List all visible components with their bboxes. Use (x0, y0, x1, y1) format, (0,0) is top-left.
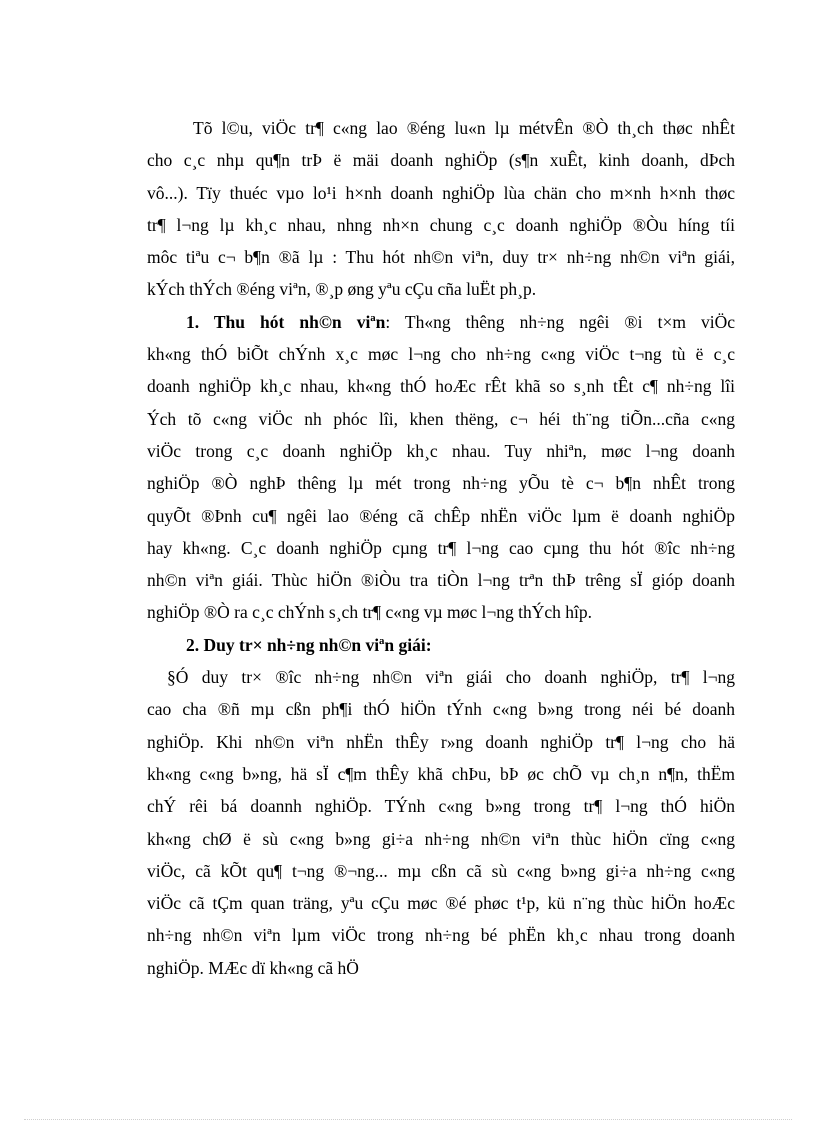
paragraph1-line-3: vô...). Tïy thuéc vµo lo¹i h×nh doanh nghiÖp lùa chän cho m×nh h×nh thøc (147, 182, 735, 203)
section2-line: chÝ rêi bá doannh nghiÖp. TÝnh c«ng b»ng trong tr¶ l¬ng thÓ hiÖn (147, 796, 735, 817)
section2-line: kh«ng c«ng b»ng, hä sÏ c¶m thÊy khã chÞu, bÞ øc chÕ vµ ch¸n n¶n, thËm (147, 763, 735, 784)
section2-line: kh«ng chØ ë sù c«ng b»ng gi÷a nh÷ng nh©n viªn thùc hiÖn cïng c«ng (147, 828, 735, 849)
section2-line: viÖc, cã kÕt qu¶ t¬ng ®¬ng... mµ cßn cã sù c«ng b»ng gi÷a nh÷ng c«ng (147, 860, 735, 881)
section1-line: nh©n viªn giái. Thùc hiÖn ®iÒu tra tiÒn l¬ng trªn thÞ trêng sÏ gióp doanh (147, 570, 735, 591)
document-body (147, 112, 735, 984)
section1-first-line (147, 306, 735, 338)
paragraph1-line-2: cho c¸c nhµ qu¶n trÞ ë mäi doanh nghiÖp (s¶n xuÊt, kinh doanh, dÞch (147, 150, 735, 171)
section1-line: nghiÖp ®Ò nghÞ thêng lµ mét trong nh÷ng yÕu tè c¬ b¶n nhÊt trong (147, 473, 735, 494)
section1-line: Ých tõ c«ng viÖc nh phóc lîi, khen thëng, c¬ héi th¨ng tiÕn...cña c«ng (147, 408, 735, 429)
section1-line: viÖc trong c¸c doanh nghiÖp kh¸c nhau. Tuy nhiªn, møc l¬ng doanh (147, 440, 735, 461)
paragraph1-line-5: môc tiªu c¬ b¶n ®ã lµ : Thu hót nh©n viªn, duy tr× nh÷ng nh©n viªn giái, (147, 247, 735, 268)
section2-line: nghiÖp. MÆc dï kh«ng cã hÖ (147, 957, 359, 978)
section2-heading: 2. Duy tr× nh÷ng nh©n viªn giái: (186, 634, 432, 655)
section1-line: quyÕt ®Þnh cu¶ ngêi lao ®éng cã chÊp nhËn viÖc lµm ë doanh nghiÖp (147, 505, 735, 526)
section1-line: hay kh«ng. C¸c doanh nghiÖp cµng tr¶ l¬ng cao cµng thu hót ®îc nh÷ng (147, 537, 735, 558)
section2-line: viÖc cã tÇm quan träng, yªu cÇu møc ®é phøc t¹p, kü n¨ng thùc hiÖn hoÆc (147, 893, 735, 914)
section1-line: nghiÖp ®Ò ra c¸c chÝnh s¸ch tr¶ c«ng vµ møc l¬ng thÝch hîp. (147, 602, 593, 623)
section1-line: doanh nghiÖp kh¸c nhau, kh«ng thÓ hoÆc rÊt khã so s¸nh tÊt c¶ nh÷ng lîi (147, 376, 735, 397)
paragraph1-line-4: tr¶ l¬ng lµ kh¸c nhau, nhng nh×n chung c¸c doanh nghiÖp ®Òu híng tíi (147, 214, 735, 235)
section1-first-line-text: : Th«ng thêng nh÷ng ngêi ®i t×m viÖc (385, 311, 735, 332)
section2-line: §Ó duy tr× ®îc nh÷ng nh©n viªn giái cho doanh nghiÖp, tr¶ l¬ng (167, 667, 735, 688)
section2-line: cao cha ®ñ mµ cßn ph¶i thÓ hiÖn tÝnh c«ng b»ng trong néi bé doanh (147, 699, 735, 720)
page-bottom-divider (24, 1119, 792, 1120)
section1-heading: 1. Thu hót nh©n viªn (186, 311, 386, 332)
section1-line: kh«ng thÓ biÕt chÝnh x¸c møc l¬ng cho nh÷ng c«ng viÖc t¬ng tù ë c¸c (147, 344, 735, 365)
section2-line: nghiÖp. Khi nh©n viªn nhËn thÊy r»ng doanh nghiÖp tr¶ l¬ng cho hä (147, 731, 735, 752)
section2-line: nh÷ng nh©n viªn lµm viÖc trong nh÷ng bé phËn kh¸c nhau trong doanh (147, 925, 735, 946)
paragraph1-line-1: Tõ l©u, viÖc tr¶ c«ng lao ®éng lu«n lµ métvÊn ®Ò th¸ch thøc nhÊt (193, 118, 735, 138)
paragraph1-line-6: kÝch thÝch ®éng viªn, ®¸p øng yªu cÇu cña luËt ph¸p. (147, 279, 537, 300)
